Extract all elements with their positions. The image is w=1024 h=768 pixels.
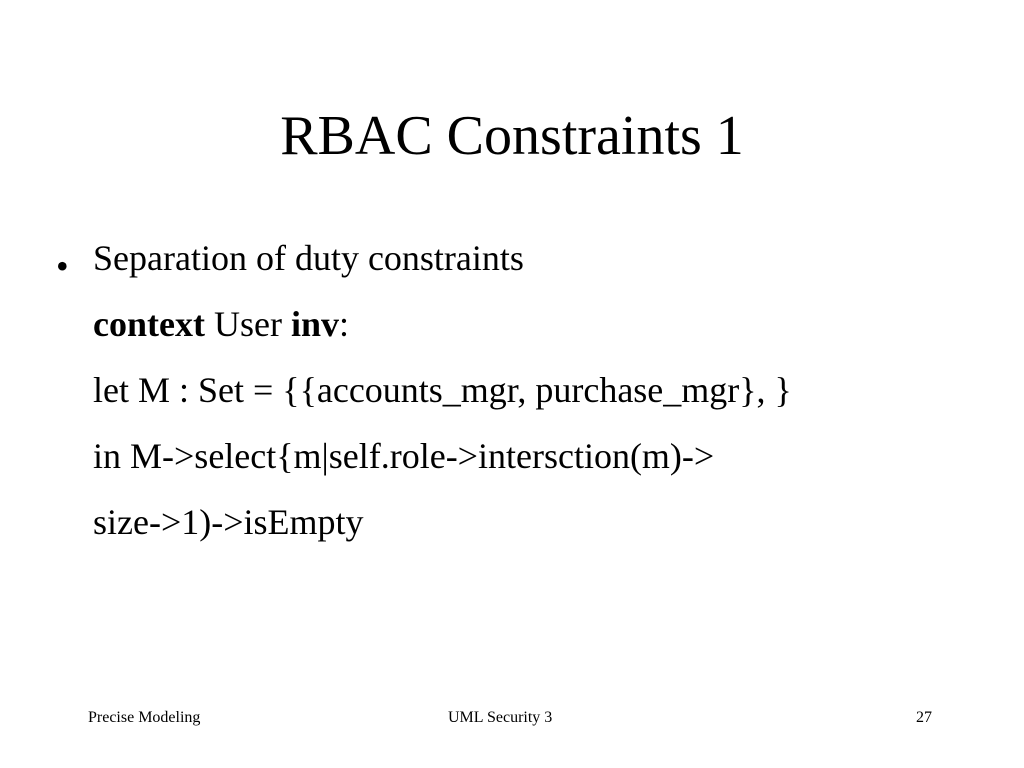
ocl-context-keyword: context xyxy=(93,304,205,344)
slide-title: RBAC Constraints 1 xyxy=(280,105,744,167)
ocl-context-type: User xyxy=(204,304,291,344)
page-number: 27 xyxy=(916,709,932,726)
ocl-in-line: in M->select{m|self.role->intersction(m)-> xyxy=(93,436,715,476)
ocl-inv-keyword: inv xyxy=(290,304,339,344)
bullet-marker: • xyxy=(56,246,69,286)
footer-left-text: Precise Modeling xyxy=(88,709,201,726)
ocl-size-line: size->1)->isEmpty xyxy=(93,502,364,542)
ocl-let-line: let M : Set = {{accounts_mgr, purchase_mgr}, } xyxy=(93,370,792,410)
ocl-context-line xyxy=(93,292,349,356)
footer-center-text: UML Security 3 xyxy=(448,709,553,726)
bullet-text: Separation of duty constraints xyxy=(93,238,524,278)
ocl-inv-colon: : xyxy=(338,304,349,344)
